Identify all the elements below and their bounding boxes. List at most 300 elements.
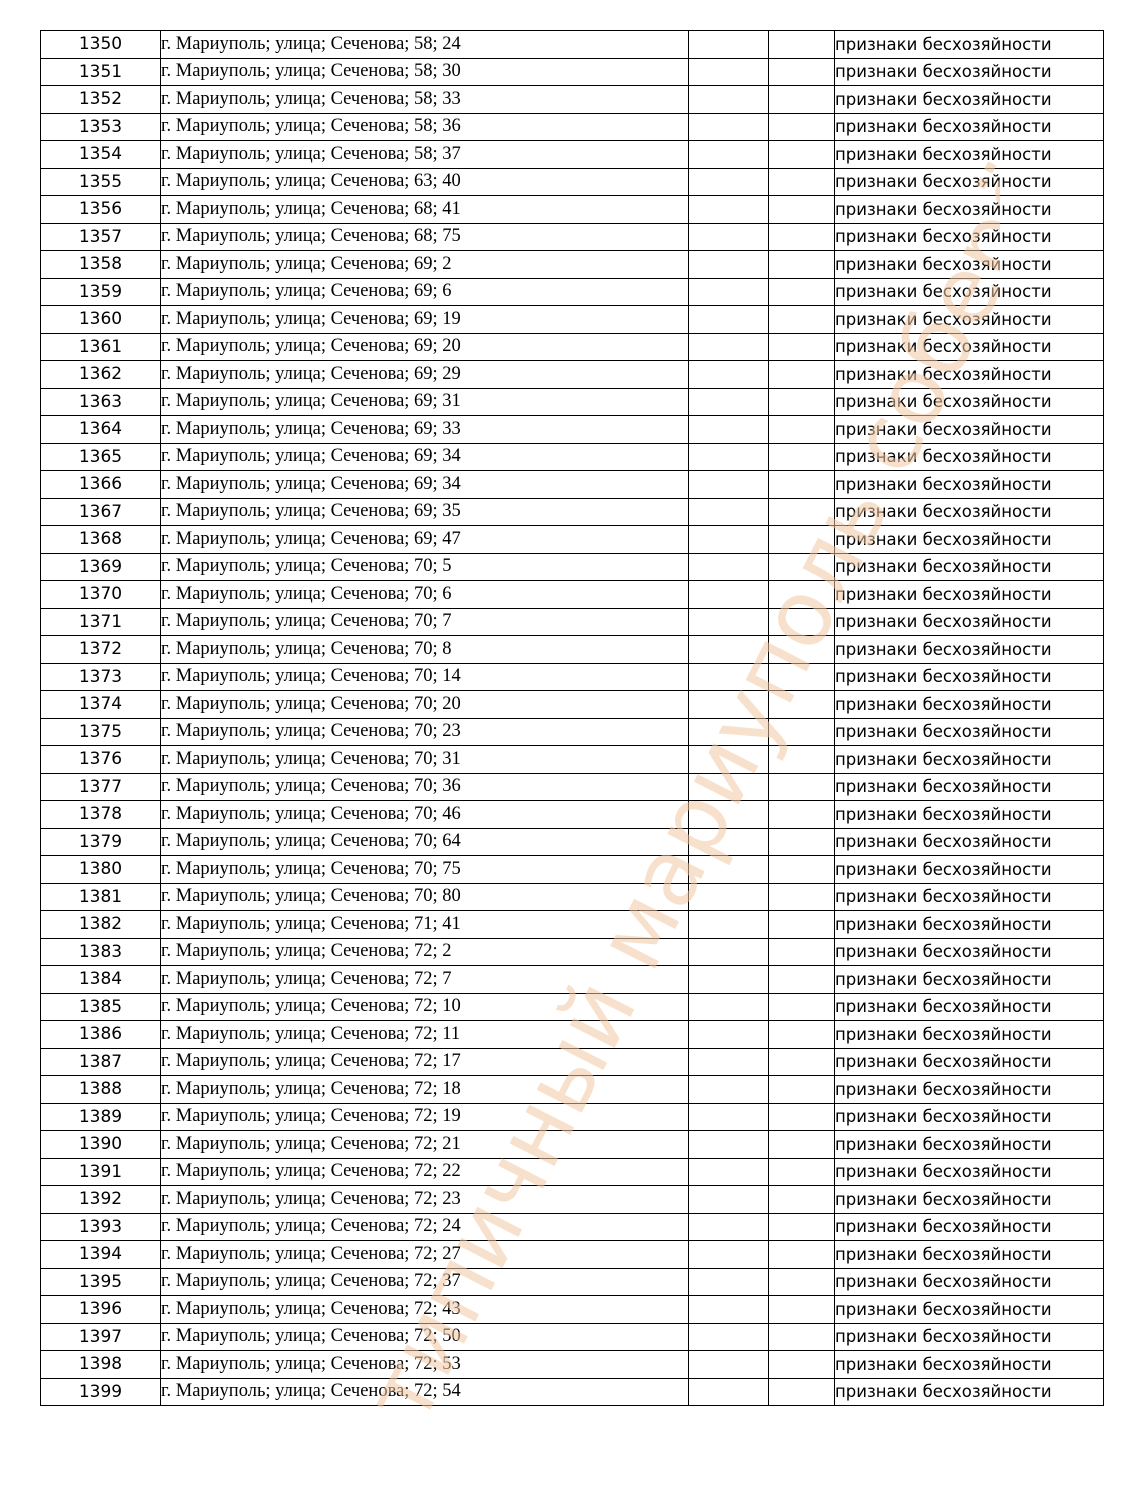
address-cell: г. Мариуполь; улица; Сеченова; 72; 37 xyxy=(161,1268,689,1296)
empty-cell-3 xyxy=(689,388,769,416)
address-cell: г. Мариуполь; улица; Сеченова; 72; 27 xyxy=(161,1241,689,1269)
empty-cell-3 xyxy=(689,746,769,774)
row-number-cell: 1363 xyxy=(41,388,161,416)
status-cell: признаки бесхозяйности xyxy=(835,1048,1104,1076)
address-cell: г. Мариуполь; улица; Сеченова; 69; 47 xyxy=(161,526,689,554)
status-cell: признаки бесхозяйности xyxy=(835,1378,1104,1406)
empty-cell-4 xyxy=(769,416,835,444)
empty-cell-3 xyxy=(689,883,769,911)
empty-cell-3 xyxy=(689,1241,769,1269)
row-number-cell: 1391 xyxy=(41,1158,161,1186)
status-cell: признаки бесхозяйности xyxy=(835,1186,1104,1214)
table-row xyxy=(41,966,1104,994)
status-cell: признаки бесхозяйности xyxy=(835,1021,1104,1049)
empty-cell-3 xyxy=(689,1131,769,1159)
empty-cell-4 xyxy=(769,388,835,416)
empty-cell-3 xyxy=(689,498,769,526)
empty-cell-3 xyxy=(689,663,769,691)
address-cell: г. Мариуполь; улица; Сеченова; 70; 6 xyxy=(161,581,689,609)
empty-cell-4 xyxy=(769,773,835,801)
address-cell: г. Мариуполь; улица; Сеченова; 69; 20 xyxy=(161,333,689,361)
empty-cell-4 xyxy=(769,1131,835,1159)
address-cell: г. Мариуполь; улица; Сеченова; 69; 31 xyxy=(161,388,689,416)
empty-cell-3 xyxy=(689,1296,769,1324)
empty-cell-3 xyxy=(689,828,769,856)
table-row xyxy=(41,636,1104,664)
address-cell: г. Мариуполь; улица; Сеченова; 70; 36 xyxy=(161,773,689,801)
empty-cell-4 xyxy=(769,801,835,829)
table-row xyxy=(41,608,1104,636)
table-row xyxy=(41,1021,1104,1049)
status-cell: признаки бесхозяйности xyxy=(835,663,1104,691)
row-number-cell: 1368 xyxy=(41,526,161,554)
empty-cell-3 xyxy=(689,251,769,279)
empty-cell-3 xyxy=(689,1048,769,1076)
table-row xyxy=(41,1268,1104,1296)
address-cell: г. Мариуполь; улица; Сеченова; 70; 8 xyxy=(161,636,689,664)
table-row xyxy=(41,938,1104,966)
empty-cell-4 xyxy=(769,333,835,361)
table-row xyxy=(41,718,1104,746)
address-cell: г. Мариуполь; улица; Сеченова; 72; 24 xyxy=(161,1213,689,1241)
row-number-cell: 1355 xyxy=(41,168,161,196)
empty-cell-3 xyxy=(689,1323,769,1351)
row-number-cell: 1360 xyxy=(41,306,161,334)
empty-cell-3 xyxy=(689,608,769,636)
address-cell: г. Мариуполь; улица; Сеченова; 72; 2 xyxy=(161,938,689,966)
address-cell: г. Мариуполь; улица; Сеченова; 70; 20 xyxy=(161,691,689,719)
empty-cell-4 xyxy=(769,141,835,169)
row-number-cell: 1387 xyxy=(41,1048,161,1076)
row-number-cell: 1352 xyxy=(41,86,161,114)
status-cell: признаки бесхозяйности xyxy=(835,113,1104,141)
address-cell: г. Мариуполь; улица; Сеченова; 72; 18 xyxy=(161,1076,689,1104)
empty-cell-4 xyxy=(769,938,835,966)
table-row xyxy=(41,1241,1104,1269)
address-cell: г. Мариуполь; улица; Сеченова; 58; 30 xyxy=(161,58,689,86)
status-cell: признаки бесхозяйности xyxy=(835,938,1104,966)
status-cell: признаки бесхозяйности xyxy=(835,306,1104,334)
table-row xyxy=(41,333,1104,361)
table-row xyxy=(41,1103,1104,1131)
row-number-cell: 1372 xyxy=(41,636,161,664)
empty-cell-4 xyxy=(769,1186,835,1214)
table-row xyxy=(41,31,1104,59)
status-cell: признаки бесхозяйности xyxy=(835,883,1104,911)
table-row xyxy=(41,498,1104,526)
address-cell: г. Мариуполь; улица; Сеченова; 72; 17 xyxy=(161,1048,689,1076)
address-cell: г. Мариуполь; улица; Сеченова; 72; 50 xyxy=(161,1323,689,1351)
address-cell: г. Мариуполь; улица; Сеченова; 72; 10 xyxy=(161,993,689,1021)
status-cell: признаки бесхозяйности xyxy=(835,1076,1104,1104)
status-cell: признаки бесхозяйности xyxy=(835,333,1104,361)
empty-cell-4 xyxy=(769,1268,835,1296)
empty-cell-3 xyxy=(689,966,769,994)
table-row xyxy=(41,581,1104,609)
address-cell: г. Мариуполь; улица; Сеченова; 72; 11 xyxy=(161,1021,689,1049)
table-row xyxy=(41,911,1104,939)
empty-cell-4 xyxy=(769,113,835,141)
row-number-cell: 1374 xyxy=(41,691,161,719)
empty-cell-3 xyxy=(689,938,769,966)
empty-cell-3 xyxy=(689,1158,769,1186)
row-number-cell: 1367 xyxy=(41,498,161,526)
empty-cell-3 xyxy=(689,168,769,196)
empty-cell-4 xyxy=(769,856,835,884)
empty-cell-3 xyxy=(689,856,769,884)
row-number-cell: 1356 xyxy=(41,196,161,224)
status-cell: признаки бесхозяйности xyxy=(835,361,1104,389)
address-cell: г. Мариуполь; улица; Сеченова; 70; 64 xyxy=(161,828,689,856)
table-row xyxy=(41,1158,1104,1186)
empty-cell-3 xyxy=(689,691,769,719)
row-number-cell: 1398 xyxy=(41,1351,161,1379)
table-row xyxy=(41,1296,1104,1324)
row-number-cell: 1350 xyxy=(41,31,161,59)
table-row xyxy=(41,1351,1104,1379)
status-cell: признаки бесхозяйности xyxy=(835,966,1104,994)
table-row xyxy=(41,691,1104,719)
empty-cell-4 xyxy=(769,278,835,306)
table-row xyxy=(41,58,1104,86)
empty-cell-3 xyxy=(689,278,769,306)
address-cell: г. Мариуполь; улица; Сеченова; 72; 19 xyxy=(161,1103,689,1131)
empty-cell-4 xyxy=(769,1048,835,1076)
status-cell: признаки бесхозяйности xyxy=(835,911,1104,939)
address-cell: г. Мариуполь; улица; Сеченова; 72; 7 xyxy=(161,966,689,994)
address-cell: г. Мариуполь; улица; Сеченова; 70; 14 xyxy=(161,663,689,691)
status-cell: признаки бесхозяйности xyxy=(835,86,1104,114)
empty-cell-4 xyxy=(769,1323,835,1351)
table-row xyxy=(41,773,1104,801)
address-cell: г. Мариуполь; улица; Сеченова; 72; 21 xyxy=(161,1131,689,1159)
table-row xyxy=(41,553,1104,581)
status-cell: признаки бесхозяйности xyxy=(835,58,1104,86)
empty-cell-3 xyxy=(689,526,769,554)
row-number-cell: 1373 xyxy=(41,663,161,691)
empty-cell-3 xyxy=(689,86,769,114)
empty-cell-3 xyxy=(689,31,769,59)
address-cell: г. Мариуполь; улица; Сеченова; 70; 23 xyxy=(161,718,689,746)
empty-cell-4 xyxy=(769,608,835,636)
status-cell: признаки бесхозяйности xyxy=(835,31,1104,59)
status-cell: признаки бесхозяйности xyxy=(835,443,1104,471)
address-cell: г. Мариуполь; улица; Сеченова; 68; 75 xyxy=(161,223,689,251)
row-number-cell: 1379 xyxy=(41,828,161,856)
address-cell: г. Мариуполь; улица; Сеченова; 58; 37 xyxy=(161,141,689,169)
empty-cell-4 xyxy=(769,1378,835,1406)
status-cell: признаки бесхозяйности xyxy=(835,1131,1104,1159)
row-number-cell: 1358 xyxy=(41,251,161,279)
status-cell: признаки бесхозяйности xyxy=(835,801,1104,829)
status-cell: признаки бесхозяйности xyxy=(835,1268,1104,1296)
row-number-cell: 1369 xyxy=(41,553,161,581)
address-cell: г. Мариуполь; улица; Сеченова; 68; 41 xyxy=(161,196,689,224)
row-number-cell: 1384 xyxy=(41,966,161,994)
row-number-cell: 1377 xyxy=(41,773,161,801)
row-number-cell: 1378 xyxy=(41,801,161,829)
table-row xyxy=(41,1213,1104,1241)
empty-cell-4 xyxy=(769,993,835,1021)
row-number-cell: 1393 xyxy=(41,1213,161,1241)
status-cell: признаки бесхозяйности xyxy=(835,691,1104,719)
row-number-cell: 1370 xyxy=(41,581,161,609)
empty-cell-3 xyxy=(689,1103,769,1131)
table-row xyxy=(41,306,1104,334)
empty-cell-4 xyxy=(769,471,835,499)
table-row xyxy=(41,1378,1104,1406)
empty-cell-3 xyxy=(689,636,769,664)
row-number-cell: 1375 xyxy=(41,718,161,746)
address-cell: г. Мариуполь; улица; Сеченова; 70; 80 xyxy=(161,883,689,911)
row-number-cell: 1380 xyxy=(41,856,161,884)
status-cell: признаки бесхозяйности xyxy=(835,1103,1104,1131)
empty-cell-4 xyxy=(769,1158,835,1186)
address-cell: г. Мариуполь; улица; Сеченова; 70; 5 xyxy=(161,553,689,581)
empty-cell-4 xyxy=(769,498,835,526)
address-cell: г. Мариуполь; улица; Сеченова; 69; 6 xyxy=(161,278,689,306)
table-row xyxy=(41,471,1104,499)
empty-cell-3 xyxy=(689,1021,769,1049)
table-row xyxy=(41,223,1104,251)
address-cell: г. Мариуполь; улица; Сеченова; 70; 75 xyxy=(161,856,689,884)
address-cell: г. Мариуполь; улица; Сеченова; 70; 46 xyxy=(161,801,689,829)
empty-cell-3 xyxy=(689,718,769,746)
row-number-cell: 1361 xyxy=(41,333,161,361)
row-number-cell: 1366 xyxy=(41,471,161,499)
property-registry-table xyxy=(40,30,1104,1406)
table-row xyxy=(41,1076,1104,1104)
address-cell: г. Мариуполь; улица; Сеченова; 69; 2 xyxy=(161,251,689,279)
status-cell: признаки бесхозяйности xyxy=(835,636,1104,664)
table-row xyxy=(41,993,1104,1021)
table-row xyxy=(41,251,1104,279)
address-cell: г. Мариуполь; улица; Сеченова; 58; 36 xyxy=(161,113,689,141)
row-number-cell: 1399 xyxy=(41,1378,161,1406)
row-number-cell: 1394 xyxy=(41,1241,161,1269)
empty-cell-3 xyxy=(689,1268,769,1296)
empty-cell-4 xyxy=(769,196,835,224)
empty-cell-3 xyxy=(689,553,769,581)
status-cell: признаки бесхозяйности xyxy=(835,718,1104,746)
empty-cell-3 xyxy=(689,1076,769,1104)
empty-cell-3 xyxy=(689,1213,769,1241)
row-number-cell: 1392 xyxy=(41,1186,161,1214)
empty-cell-3 xyxy=(689,1351,769,1379)
empty-cell-3 xyxy=(689,196,769,224)
empty-cell-3 xyxy=(689,58,769,86)
table-row xyxy=(41,1323,1104,1351)
empty-cell-4 xyxy=(769,911,835,939)
table-row xyxy=(41,1131,1104,1159)
table-row xyxy=(41,388,1104,416)
address-cell: г. Мариуполь; улица; Сеченова; 58; 24 xyxy=(161,31,689,59)
empty-cell-3 xyxy=(689,471,769,499)
row-number-cell: 1351 xyxy=(41,58,161,86)
empty-cell-3 xyxy=(689,1378,769,1406)
empty-cell-4 xyxy=(769,966,835,994)
empty-cell-3 xyxy=(689,443,769,471)
row-number-cell: 1353 xyxy=(41,113,161,141)
table-row xyxy=(41,86,1104,114)
row-number-cell: 1383 xyxy=(41,938,161,966)
status-cell: признаки бесхозяйности xyxy=(835,993,1104,1021)
row-number-cell: 1385 xyxy=(41,993,161,1021)
table-row xyxy=(41,663,1104,691)
table-row xyxy=(41,141,1104,169)
address-cell: г. Мариуполь; улица; Сеченова; 72; 23 xyxy=(161,1186,689,1214)
empty-cell-3 xyxy=(689,141,769,169)
empty-cell-4 xyxy=(769,1351,835,1379)
table-row xyxy=(41,361,1104,389)
empty-cell-3 xyxy=(689,581,769,609)
empty-cell-4 xyxy=(769,718,835,746)
empty-cell-3 xyxy=(689,1186,769,1214)
address-cell: г. Мариуполь; улица; Сеченова; 69; 35 xyxy=(161,498,689,526)
empty-cell-4 xyxy=(769,581,835,609)
empty-cell-3 xyxy=(689,993,769,1021)
empty-cell-3 xyxy=(689,306,769,334)
empty-cell-4 xyxy=(769,251,835,279)
status-cell: признаки бесхозяйности xyxy=(835,278,1104,306)
row-number-cell: 1397 xyxy=(41,1323,161,1351)
table-row xyxy=(41,113,1104,141)
table-row xyxy=(41,443,1104,471)
empty-cell-4 xyxy=(769,31,835,59)
address-cell: г. Мариуполь; улица; Сеченова; 71; 41 xyxy=(161,911,689,939)
empty-cell-4 xyxy=(769,1021,835,1049)
empty-cell-3 xyxy=(689,223,769,251)
status-cell: признаки бесхозяйности xyxy=(835,196,1104,224)
status-cell: признаки бесхозяйности xyxy=(835,1351,1104,1379)
empty-cell-4 xyxy=(769,306,835,334)
empty-cell-3 xyxy=(689,773,769,801)
address-cell: г. Мариуполь; улица; Сеченова; 72; 54 xyxy=(161,1378,689,1406)
row-number-cell: 1390 xyxy=(41,1131,161,1159)
empty-cell-4 xyxy=(769,828,835,856)
empty-cell-4 xyxy=(769,526,835,554)
table-row xyxy=(41,1186,1104,1214)
row-number-cell: 1354 xyxy=(41,141,161,169)
table-row xyxy=(41,1048,1104,1076)
address-cell: г. Мариуполь; улица; Сеченова; 72; 22 xyxy=(161,1158,689,1186)
status-cell: признаки бесхозяйности xyxy=(835,251,1104,279)
table-row xyxy=(41,856,1104,884)
empty-cell-3 xyxy=(689,801,769,829)
status-cell: признаки бесхозяйности xyxy=(835,553,1104,581)
status-cell: признаки бесхозяйности xyxy=(835,746,1104,774)
address-cell: г. Мариуполь; улица; Сеченова; 69; 29 xyxy=(161,361,689,389)
empty-cell-3 xyxy=(689,361,769,389)
empty-cell-4 xyxy=(769,746,835,774)
watermark-text: типичный мариуполь соберёт xyxy=(344,100,1000,1440)
row-number-cell: 1365 xyxy=(41,443,161,471)
table-row xyxy=(41,278,1104,306)
empty-cell-4 xyxy=(769,553,835,581)
address-cell: г. Мариуполь; улица; Сеченова; 72; 53 xyxy=(161,1351,689,1379)
empty-cell-4 xyxy=(769,443,835,471)
status-cell: признаки бесхозяйности xyxy=(835,526,1104,554)
empty-cell-3 xyxy=(689,333,769,361)
address-cell: г. Мариуполь; улица; Сеченова; 58; 33 xyxy=(161,86,689,114)
status-cell: признаки бесхозяйности xyxy=(835,1241,1104,1269)
address-cell: г. Мариуполь; улица; Сеченова; 70; 7 xyxy=(161,608,689,636)
table-row xyxy=(41,801,1104,829)
address-cell: г. Мариуполь; улица; Сеченова; 72; 43 xyxy=(161,1296,689,1324)
empty-cell-4 xyxy=(769,1241,835,1269)
table-row xyxy=(41,196,1104,224)
table-row xyxy=(41,168,1104,196)
table-row xyxy=(41,883,1104,911)
empty-cell-4 xyxy=(769,58,835,86)
status-cell: признаки бесхозяйности xyxy=(835,498,1104,526)
status-cell: признаки бесхозяйности xyxy=(835,1213,1104,1241)
address-cell: г. Мариуполь; улица; Сеченова; 70; 31 xyxy=(161,746,689,774)
row-number-cell: 1371 xyxy=(41,608,161,636)
row-number-cell: 1396 xyxy=(41,1296,161,1324)
status-cell: признаки бесхозяйности xyxy=(835,581,1104,609)
empty-cell-4 xyxy=(769,636,835,664)
row-number-cell: 1364 xyxy=(41,416,161,444)
empty-cell-4 xyxy=(769,86,835,114)
address-cell: г. Мариуполь; улица; Сеченова; 69; 34 xyxy=(161,471,689,499)
row-number-cell: 1376 xyxy=(41,746,161,774)
empty-cell-4 xyxy=(769,223,835,251)
status-cell: признаки бесхозяйности xyxy=(835,773,1104,801)
row-number-cell: 1389 xyxy=(41,1103,161,1131)
status-cell: признаки бесхозяйности xyxy=(835,1323,1104,1351)
status-cell: признаки бесхозяйности xyxy=(835,223,1104,251)
empty-cell-4 xyxy=(769,663,835,691)
table-row xyxy=(41,416,1104,444)
status-cell: признаки бесхозяйности xyxy=(835,608,1104,636)
status-cell: признаки бесхозяйности xyxy=(835,1296,1104,1324)
empty-cell-4 xyxy=(769,361,835,389)
status-cell: признаки бесхозяйности xyxy=(835,828,1104,856)
empty-cell-4 xyxy=(769,1103,835,1131)
address-cell: г. Мариуполь; улица; Сеченова; 69; 33 xyxy=(161,416,689,444)
empty-cell-4 xyxy=(769,1213,835,1241)
row-number-cell: 1386 xyxy=(41,1021,161,1049)
row-number-cell: 1362 xyxy=(41,361,161,389)
row-number-cell: 1381 xyxy=(41,883,161,911)
table-row xyxy=(41,828,1104,856)
empty-cell-4 xyxy=(769,1076,835,1104)
empty-cell-3 xyxy=(689,113,769,141)
table-row xyxy=(41,526,1104,554)
status-cell: признаки бесхозяйности xyxy=(835,1158,1104,1186)
address-cell: г. Мариуполь; улица; Сеченова; 69; 19 xyxy=(161,306,689,334)
status-cell: признаки бесхозяйности xyxy=(835,416,1104,444)
row-number-cell: 1382 xyxy=(41,911,161,939)
status-cell: признаки бесхозяйности xyxy=(835,856,1104,884)
empty-cell-3 xyxy=(689,911,769,939)
empty-cell-4 xyxy=(769,1296,835,1324)
registry-table-body xyxy=(41,31,1104,1406)
row-number-cell: 1388 xyxy=(41,1076,161,1104)
row-number-cell: 1395 xyxy=(41,1268,161,1296)
address-cell: г. Мариуполь; улица; Сеченова; 69; 34 xyxy=(161,443,689,471)
row-number-cell: 1359 xyxy=(41,278,161,306)
empty-cell-4 xyxy=(769,883,835,911)
status-cell: признаки бесхозяйности xyxy=(835,141,1104,169)
table-row xyxy=(41,746,1104,774)
status-cell: признаки бесхозяйности xyxy=(835,388,1104,416)
status-cell: признаки бесхозяйности xyxy=(835,168,1104,196)
empty-cell-3 xyxy=(689,416,769,444)
row-number-cell: 1357 xyxy=(41,223,161,251)
status-cell: признаки бесхозяйности xyxy=(835,471,1104,499)
